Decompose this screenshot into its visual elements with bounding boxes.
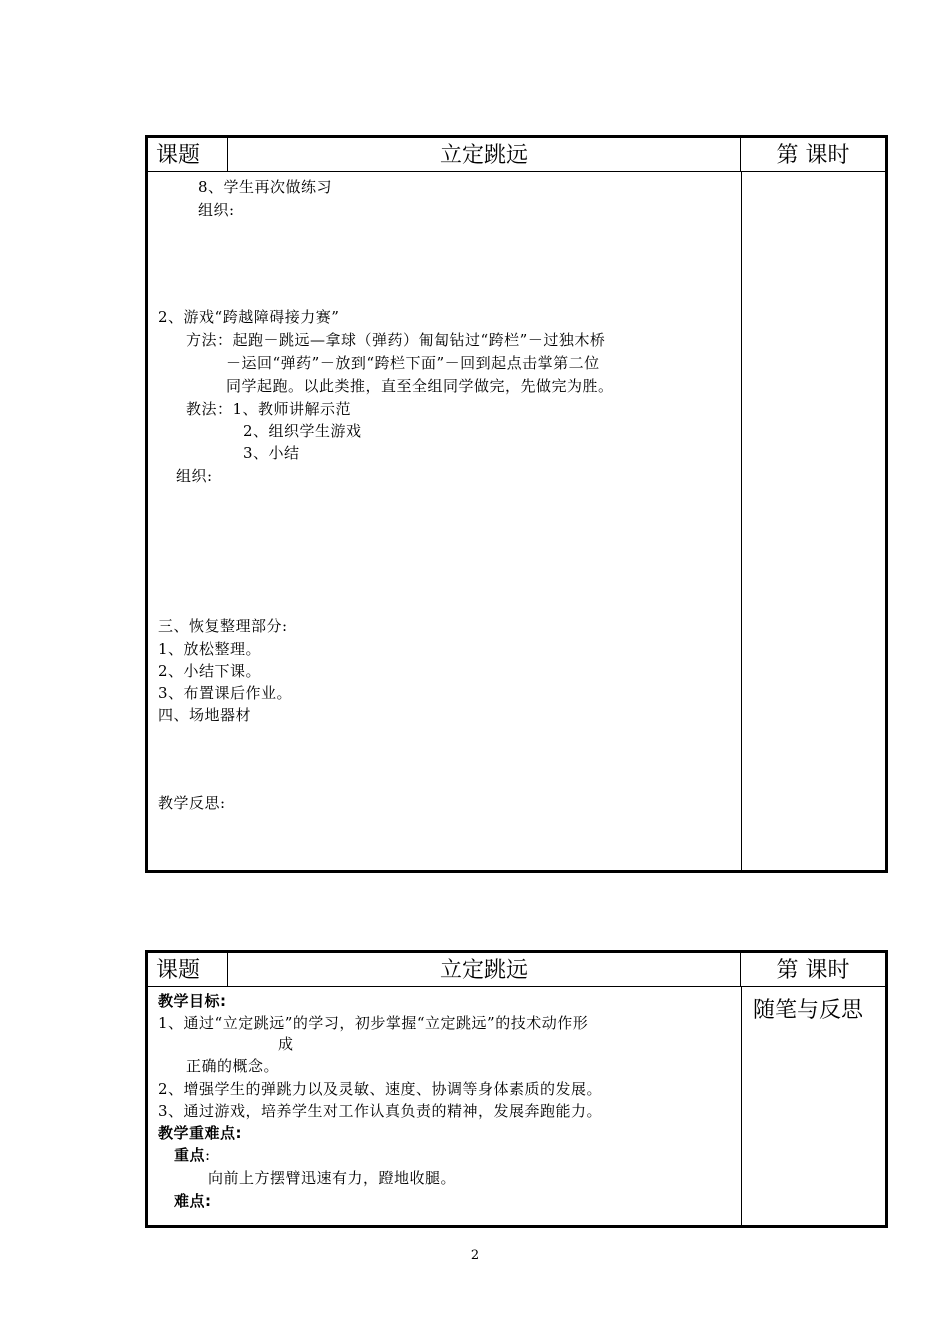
lesson-title: 立定跳远 bbox=[228, 138, 741, 171]
lesson-table-2 bbox=[145, 950, 888, 1228]
key-point-label bbox=[174, 1144, 211, 1165]
key-point-colon: : bbox=[205, 1146, 211, 1164]
lesson-title: 立定跳远 bbox=[228, 953, 741, 986]
practice-line: 8、学生再次做练习 bbox=[198, 178, 333, 196]
equipment-heading: 四、场地器材 bbox=[158, 706, 252, 724]
method-line-2: －运回“弹药”－放到“跨栏下面”－回到起点击掌第二位 bbox=[226, 354, 600, 372]
period-label: 第 课时 bbox=[776, 143, 850, 168]
organize-label: 组织: bbox=[198, 201, 235, 219]
method-line-3: 同学起跑。以此类推，直至全组同学做完，先做完为胜。 bbox=[226, 377, 614, 395]
key-point-text: 向前上方摆臂迅速有力，蹬地收腿。 bbox=[208, 1169, 457, 1187]
goal-1-continued: 正确的概念。 bbox=[186, 1057, 280, 1075]
goal-2: 2、增强学生的弹跳力以及灵敏、速度、协调等身体素质的发展。 bbox=[158, 1080, 603, 1098]
organize-label-2: 组织: bbox=[176, 467, 213, 485]
goal-1: 1、通过“立定跳远”的学习，初步掌握“立定跳远”的技术动作形 bbox=[158, 1014, 589, 1032]
topic-label: 课题 bbox=[148, 953, 228, 986]
difficult-point-label: 难点: bbox=[174, 1192, 212, 1210]
teaching-method-1: 教法：1、教师讲解示范 bbox=[186, 400, 352, 418]
teaching-method-2: 2、组织学生游戏 bbox=[243, 422, 362, 440]
goals-heading: 教学目标: bbox=[158, 992, 227, 1010]
goal-3: 3、通过游戏，培养学生对工作认真负责的精神，发展奔跑能力。 bbox=[158, 1102, 603, 1120]
method-line-1: 方法：起跑－跳远—拿球（弹药）匍匐钻过“跨栏”－过独木桥 bbox=[186, 331, 606, 349]
lesson-table-1 bbox=[145, 135, 888, 873]
game-title: 2、游戏“跨越障碍接力赛” bbox=[158, 308, 340, 326]
topic-label: 课题 bbox=[148, 138, 228, 171]
reflection-label: 教学反思: bbox=[158, 794, 226, 812]
recovery-heading: 三、恢复整理部分: bbox=[158, 617, 288, 635]
key-point-word: 重点 bbox=[174, 1146, 206, 1164]
page-number: 2 bbox=[470, 1248, 480, 1263]
goal-1-wrap: 成 bbox=[278, 1035, 294, 1053]
period-label: 第 课时 bbox=[776, 958, 850, 983]
recovery-item-1: 1、放松整理。 bbox=[158, 640, 262, 658]
table-header bbox=[148, 953, 885, 987]
table-header bbox=[148, 138, 885, 172]
recovery-item-3: 3、布置课后作业。 bbox=[158, 684, 293, 702]
notes-reflection-title: 随笔与反思 bbox=[753, 998, 864, 1023]
table-body bbox=[148, 172, 885, 871]
recovery-item-2: 2、小结下课。 bbox=[158, 662, 262, 680]
key-difficult-heading: 教学重难点: bbox=[158, 1124, 242, 1142]
teaching-method-3: 3、小结 bbox=[243, 444, 300, 462]
table-body bbox=[148, 987, 885, 1226]
